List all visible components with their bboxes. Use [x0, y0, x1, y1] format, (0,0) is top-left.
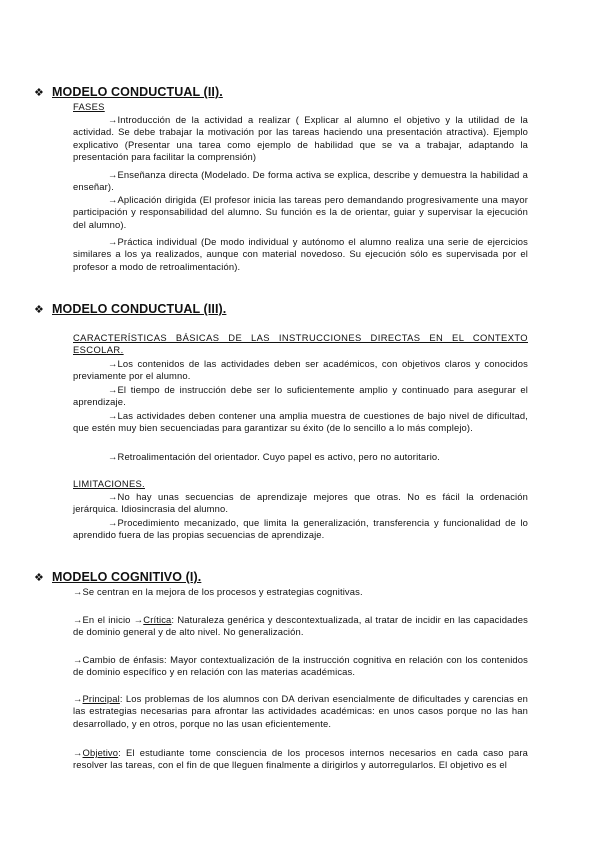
objetivo-lead: →	[73, 747, 83, 758]
paragraph-limitacion-secuencias: →No hay unas secuencias de aprendizaje mejores que otras. No es fácil la ordenación jerárquica. Idiosincrasia del alumno.	[73, 491, 528, 515]
paragraph-cognitivo-intro: →Se centran en la mejora de los procesos y estrategias cognitivas.	[73, 586, 363, 597]
section-label-limitaciones: LIMITACIONES.	[73, 478, 145, 489]
paragraph-cognitivo-objetivo	[73, 747, 528, 772]
paragraph-caracteristica-retroalimentacion: →Retroalimentación del orientador. Cuyo papel es activo, pero no autoritario.	[108, 451, 441, 462]
inicio-text: : Naturaleza genérica y descontextualizada, al tratar de incidir en las capacidades de dominio general y de alto nivel. No generalización.	[73, 614, 528, 638]
section-title: MODELO CONDUCTUAL (II).	[52, 85, 223, 99]
paragraph-fase-introduccion: →Introducción de la actividad a realizar ( Explicar al alumno el objetivo y la utilidad de la actividad. Se debe trabajar la motivación por las tareas haciendo una presentación atractiva). Ejemplo explicativo (Presentar una tarea como ejemplo de habilidad que se va a trabajar, adaptando la presentación para facilitar la comprensión)	[73, 114, 528, 162]
paragraph-fase-ensenanza: →Enseñanza directa (Modelado. De forma activa se explica, describe y demuestra la habilidad a enseñar).	[73, 169, 528, 193]
paragraph-fase-practica: →Práctica individual (De modo individual y autónomo el alumno realiza una serie de ejercicios similares a los ya realizados, aunque con material novedoso. Su ejecución sólo es supervisada por el profesor a modo de retroalimentación).	[73, 236, 528, 272]
paragraph-caracteristica-actividades: →Las actividades deben contener una amplia muestra de cuestiones de bajo nivel de dificultad, que estén muy bien secuenciadas para garantizar su éxito (de lo sencillo a lo más complejo).	[73, 410, 528, 434]
section-heading-cognitivo-i	[34, 570, 201, 584]
paragraph-cognitivo-cambio: →Cambio de énfasis: Mayor contextualización de la instrucción cognitiva en relación con los contenidos de dominio específico y en relación con las materias académicas.	[73, 654, 528, 678]
inicio-term: Crítica	[143, 614, 172, 625]
paragraph-caracteristica-contenidos: →Los contenidos de las actividades deben ser académicos, con objetivos claros y conocidos previamente por el alumno.	[73, 358, 528, 382]
diamond-bullet-icon: ❖	[34, 572, 44, 584]
principal-lead: →	[73, 693, 83, 704]
inicio-lead: →En el inicio →	[73, 614, 144, 625]
paragraph-fase-aplicacion: →Aplicación dirigida (El profesor inicia las tareas pero demandando progresivamente una mayor participación y responsabilidad del alumno. Su función es la de orientar, guiar y supervisar la ejecución del alumno).	[73, 194, 528, 230]
section-label-fases: FASES	[73, 101, 105, 112]
principal-text: : Los problemas de los alumnos con DA derivan esencialmente de dificultades y carencias en las estrategias necesarias para afrontar las actividades académicas: en unos casos porque no las han desarrollado, y en otros, porque no las usan eficientemente.	[73, 693, 528, 729]
objetivo-term: Objetivo	[82, 747, 119, 758]
paragraph-limitacion-procedimiento: →Procedimiento mecanizado, que limita la generalización, transferencia y funcionalidad de lo aprendido fuera de las propias secuencias de aprendizaje.	[73, 517, 528, 541]
principal-term: Principal	[82, 693, 120, 704]
paragraph-cognitivo-inicio	[73, 614, 528, 639]
objetivo-text: : El estudiante tome consciencia de los procesos internos necesarios en cada caso para resolver las tareas, con el fin de que lleguen finalmente a dirigirlos y autorregularlos. El objetivo es el	[73, 747, 528, 771]
diamond-bullet-icon: ❖	[34, 304, 44, 316]
section-title: MODELO COGNITIVO (I).	[52, 570, 202, 584]
section-title: MODELO CONDUCTUAL (III).	[52, 302, 227, 316]
diamond-bullet-icon: ❖	[34, 87, 44, 99]
section-heading-conductual-ii	[34, 85, 223, 99]
paragraph-caracteristica-tiempo: →El tiempo de instrucción debe ser lo suficientemente amplio y continuado para asegurar el aprendizaje.	[73, 384, 528, 408]
section-label-caracteristicas: CARACTERÍSTICAS BÁSICAS DE LAS INSTRUCCIONES DIRECTAS EN EL CONTEXTO ESCOLAR.	[73, 332, 528, 356]
paragraph-cognitivo-principal	[73, 693, 528, 730]
section-heading-conductual-iii	[34, 302, 226, 316]
